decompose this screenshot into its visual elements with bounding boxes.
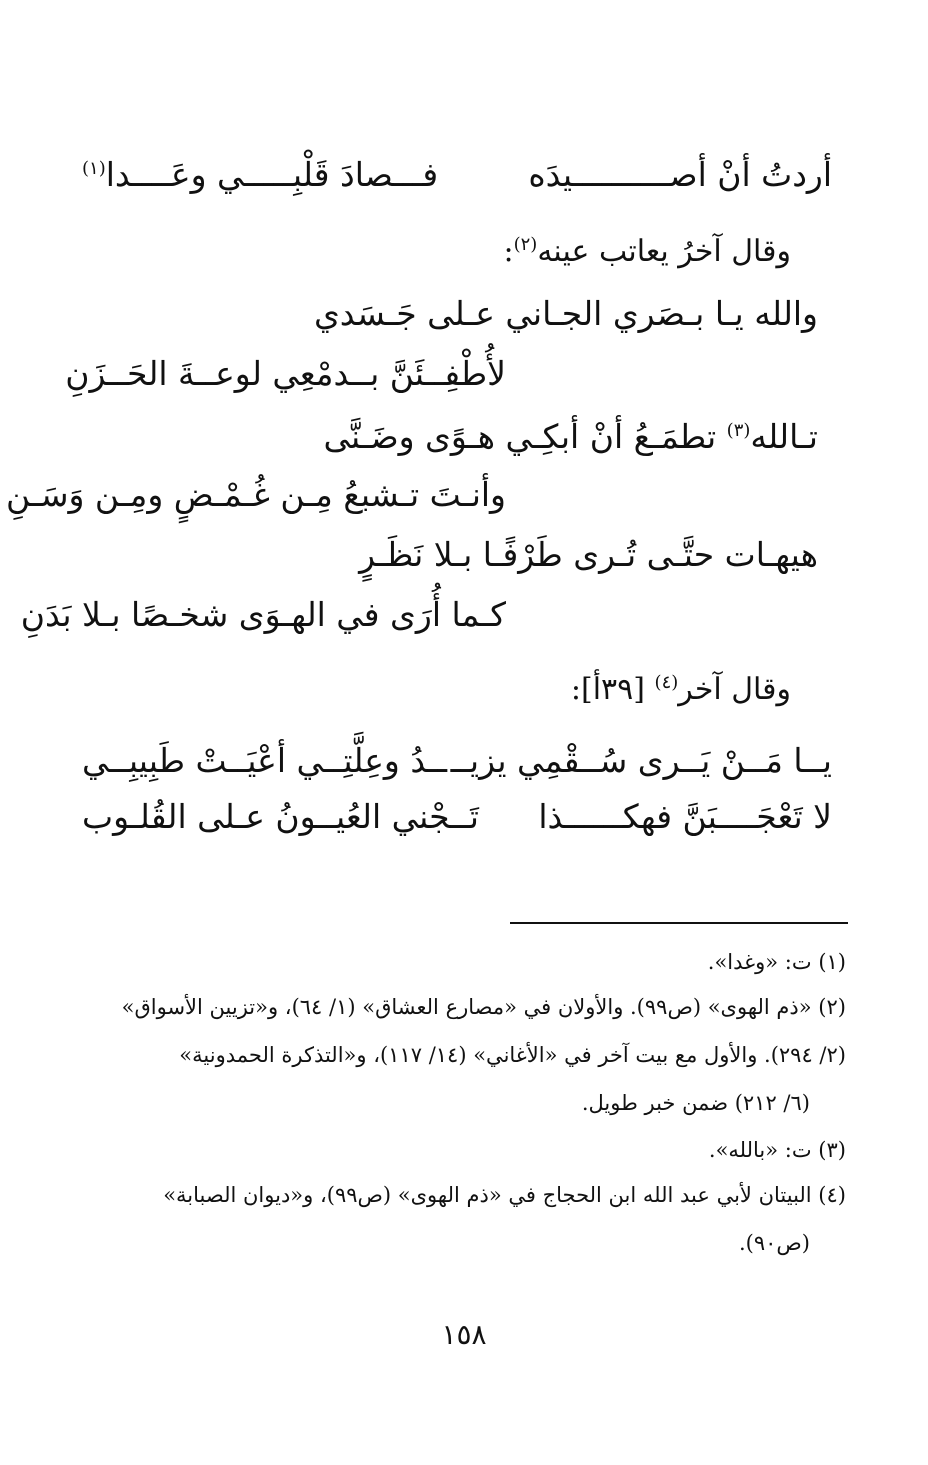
intro-line-2: وقال آخرُ يعاتب عينه$^{(٢)}$: (503, 234, 791, 269)
footnote-2-line-3: (٦/ ٢١٢) ضمن خبر طويل. (581, 1091, 810, 1115)
footnote-marker-2: (٢) (513, 234, 538, 255)
footnote-separator (510, 922, 848, 924)
poem3-verse-2-second: تَــجْني العُيــونُ عـلى القُلـوب (82, 797, 479, 836)
poem2-line-2: لأُطْفِــئَنَّ بــدمْعِي لوعــةَ الحَــزَنِ (65, 354, 506, 393)
poem2-line-3: تـالله$^{(٣)}$ تطمَـعُ أنْ أبكِـي هـوًى وضَـنَّى (323, 417, 818, 456)
poem3-verse-1-first: يــا مَــنْ يَــرى سُــقْمِي يزيــ (450, 741, 832, 780)
manuscript-page-ref: [٣٩أ] (580, 672, 645, 707)
footnote-marker-1: (١) (82, 158, 106, 179)
poem1-verse (82, 155, 832, 194)
poem3-verse-2 (82, 797, 832, 836)
page-number: ١٥٨ (441, 1318, 487, 1351)
poem2-line-1: والله يـا بـصَري الجـاني عـلى جَـسَدي (313, 294, 818, 333)
footnote-1: (١) ت: «وغدا». (707, 950, 846, 974)
poem2-line-5: هيهـات حتَّـى تُـرى طَرْفًـا بـلا نَظَـرٍ (359, 535, 818, 574)
poem1-second-hemistich: فـــصادَ قَلْبِـــــي وعَــــدا$^{(١)}$ (82, 155, 439, 194)
footnote-2-line-2: (٢/ ٢٩٤). والأول مع بيت آخر في «الأغاني» (١٤/ ١١٧)، و«التذكرة الحمدونية» (179, 1043, 846, 1067)
footnote-4-line-2: (ص٩٠). (738, 1231, 810, 1255)
poem3-verse-2-first: لا تَعْجَــــبَنَّ فهكــــــذا (538, 797, 832, 836)
poem1-first-hemistich: أردتُ أنْ أصــــــــــيدَه (528, 155, 832, 194)
poem3-verse-1 (82, 741, 832, 780)
footnote-2-line-1: (٢) «ذم الهوى» (ص٩٩). والأولان في «مصارع العشاق» (١/ ٦٤)، و«تزيين الأسواق» (121, 995, 846, 1019)
poem3-verse-1-second: ــدُ وعِلَّتِــي أعْيَــتْ طَبِيبِــي (82, 741, 448, 780)
footnote-marker-3: (٣) (726, 420, 751, 441)
footnote-marker-4: (٤) (654, 672, 679, 693)
poem2-line-4: وأنـتَ تـشبعُ مِـن غُـمْـضٍ ومِـن وَسَـنِ (6, 475, 506, 514)
intro-line-3: وقال آخر$^{(٤)}$ [٣٩أ]: (570, 672, 791, 707)
footnote-3: (٣) ت: «بالله». (708, 1138, 846, 1162)
footnote-4-line-1: (٤) البيتان لأبي عبد الله ابن الحجاج في «ذم الهوى» (ص٩٩)، و«ديوان الصبابة» (163, 1183, 846, 1207)
poem2-line-6: كـما أُرَى في الهـوَى شخـصًا بـلا بَدَنِ (20, 595, 506, 634)
